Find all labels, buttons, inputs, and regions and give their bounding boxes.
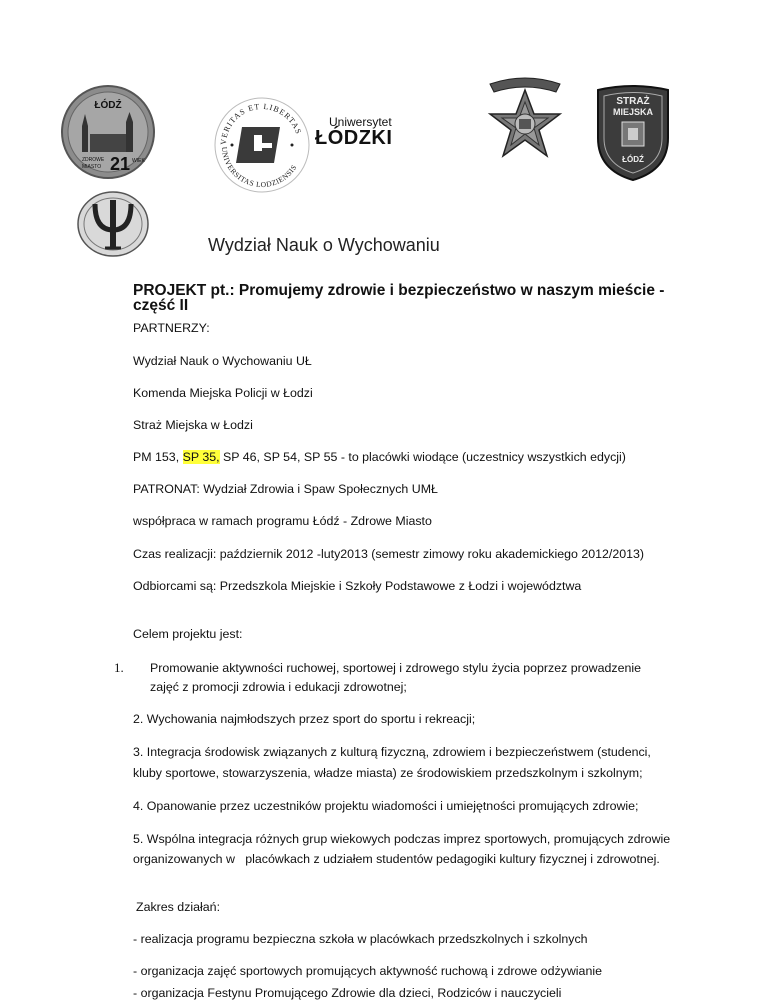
city-guard-line2: MIEJSKA [612, 107, 654, 117]
partners-label: PARTNERZY: [133, 321, 210, 335]
partner-city-guard: Straż Miejska w Łodzi [133, 418, 253, 432]
university-seal-logo [212, 95, 312, 195]
seal-ring-top: VERITAS ET LIBERTAS [218, 101, 304, 146]
scope-item-2: - organizacja zajęć sportowych promujących aktywność ruchową i zdrowe odżywianie [133, 964, 602, 978]
svg-text:ZDROWE: ZDROWE [82, 157, 105, 163]
goal-1-number: 1. [114, 660, 124, 675]
realization-time: Czas realizacji: październik 2012 -luty2013 (semestr zimowy roku akademickiego 2012/2013) [133, 547, 645, 561]
lodz-healthy-city-logo [60, 84, 156, 180]
city-guard-logo [592, 82, 674, 182]
goal-1-line-2: zajęć z promocji zdrowia i edukacji zdrowotnej; [150, 680, 407, 694]
scope-item-1: - realizacja programu bezpieczna szkoła w placówkach przedszkolnych i szkolnych [133, 932, 588, 946]
patronage: PATRONAT: Wydział Zdrowia i Spaw Społecznych UMŁ [133, 482, 438, 496]
lodz-badge-text: ŁÓDŹ [94, 100, 122, 111]
city-guard-line1: STRAŻ [616, 96, 650, 107]
seal-ring-bottom: UNIVERSITAS LODZIENSIS [219, 146, 299, 190]
psi-logo [76, 190, 150, 258]
svg-text:MIASTO: MIASTO [82, 164, 102, 170]
goal-5-line-2: organizowanych w placówkach z udziałem studentów pedagogiki kultury fizycznej i zdrowotnej. [133, 852, 660, 866]
goal-2: 2. Wychowania najmłodszych przez sport do sportu i rekreacji; [133, 712, 476, 726]
lead-schools: PM 153, SP 35, SP 46, SP 54, SP 55 - to placówki wiodące (uczestnicy wszystkich edycji) [133, 450, 626, 464]
svg-text:WIEK: WIEK [132, 158, 145, 164]
scope-item-3: - organizacja Festynu Promującego Zdrowie dla dzieci, Rodziców i nauczycieli [133, 986, 562, 1000]
goal-1-line-1: Promowanie aktywności ruchowej, sportowej i zdrowego stylu życia poprzez prowadzenie [150, 661, 642, 675]
scope-label: Zakres działań: [136, 900, 221, 914]
faculty-name: Wydział Nauk o Wychowaniu [208, 235, 440, 255]
goal-5-line-1: 5. Wspólna integracja różnych grup wiekowych podczas imprez sportowych, promujących zdrowie [133, 832, 671, 846]
project-title: PROJEKT pt.: Promujemy zdrowie i bezpieczeństwo w naszym mieście - część II [133, 282, 665, 314]
city-guard-line3: ŁÓDŹ [622, 155, 644, 164]
goal-4: 4. Opanowanie przez uczestników projektu wiadomości i umiejętności promujących zdrowie; [133, 799, 639, 813]
svg-text:21: 21 [110, 154, 131, 174]
cooperation: współpraca w ramach programu Łódź - Zdrowe Miasto [133, 514, 432, 528]
police-star-logo [472, 72, 578, 178]
university-label-small: Uniwersytet [329, 115, 392, 129]
highlighted-school: SP 35, [182, 450, 220, 464]
goal-3-line-1: 3. Integracja środowisk związanych z kulturą fizyczną, zdrowiem i bezpieczeństwem (studenci, [133, 745, 651, 759]
partner-police: Komenda Miejska Policji w Łodzi [133, 386, 313, 400]
recipients: Odbiorcami są: Przedszkola Miejskie i Szkoły Podstawowe z Łodzi i województwa [133, 579, 582, 593]
goals-label: Celem projektu jest: [133, 627, 243, 641]
partner-faculty: Wydział Nauk o Wychowaniu UŁ [133, 354, 312, 368]
university-label-big: ŁÓDZKI [315, 127, 393, 149]
goal-3-line-2: kluby sportowe, stowarzyszenia, władze miasta) ze środowiskiem przedszkolnym i szkolnym; [133, 766, 643, 780]
